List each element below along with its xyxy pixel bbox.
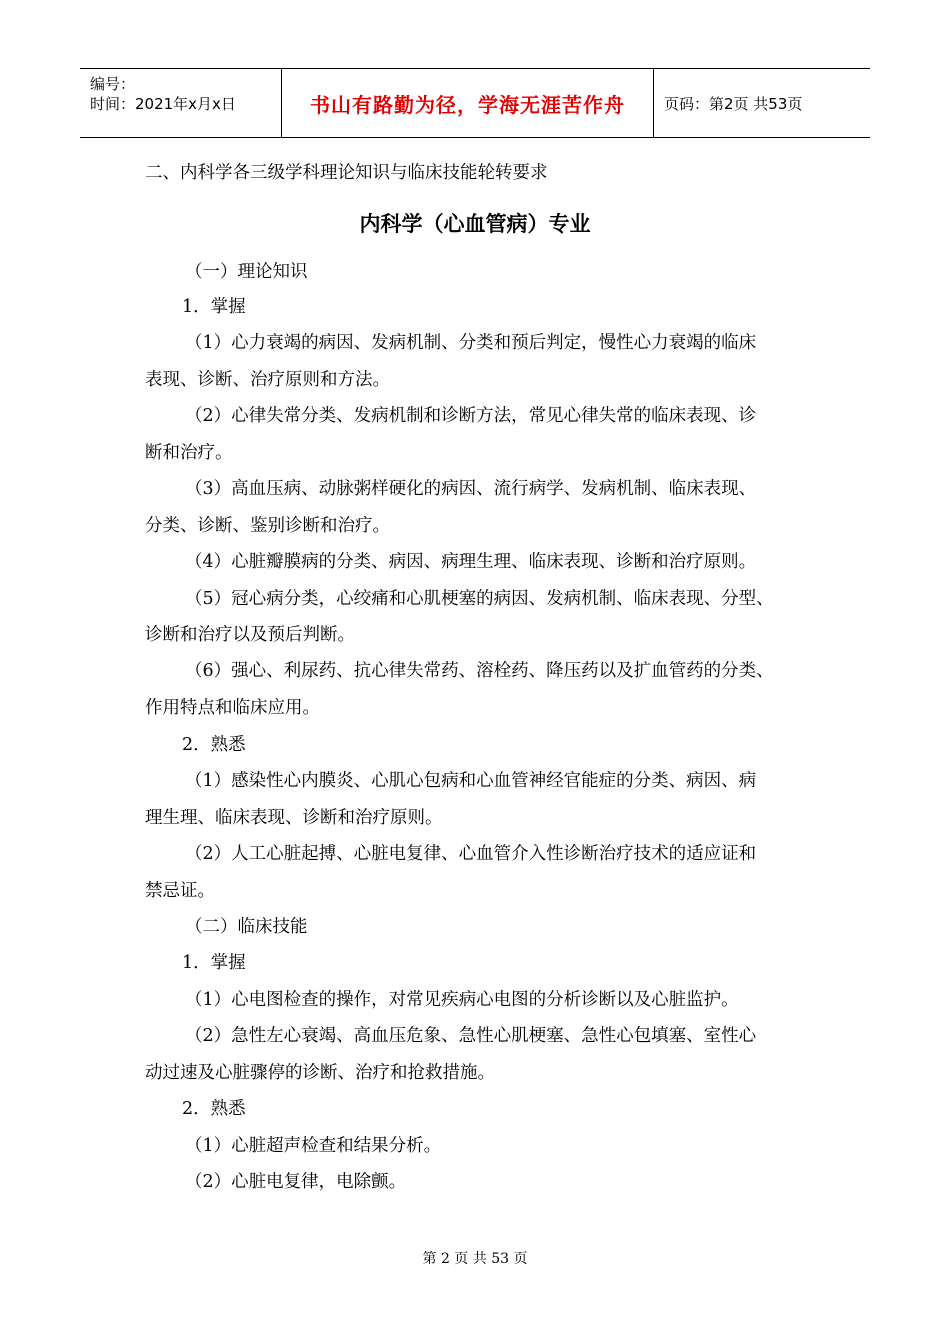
subsection-heading: （二）临床技能 xyxy=(185,917,308,937)
subsection-heading: （一）理论知识 xyxy=(185,262,308,282)
header-motto-cell xyxy=(282,69,654,137)
paragraph-line: （4）心脏瓣膜病的分类、病因、病理生理、临床表现、诊断和治疗原则。 xyxy=(185,552,757,572)
paragraph-line: （1）心电图检查的操作，对常见疾病心电图的分析诊断以及心脏监护。 xyxy=(185,990,739,1010)
paragraph-line: 动过速及心脏骤停的诊断、治疗和抢救措施。 xyxy=(145,1063,495,1083)
paragraph-line: （3）高血压病、动脉粥样硬化的病因、流行病学、发病机制、临床表现、 xyxy=(185,479,757,499)
paragraph-line: （2）心脏电复律，电除颤。 xyxy=(185,1172,407,1192)
paragraph-line: 表现、诊断、治疗原则和方法。 xyxy=(145,370,390,390)
time-label: 时间：2021年x月x日 xyxy=(90,95,236,113)
paragraph-line: 禁忌证。 xyxy=(145,881,215,901)
paragraph-line: （2）人工心脏起搏、心脏电复律、心血管介入性诊断治疗技术的适应证和 xyxy=(185,844,757,864)
paragraph-line: （6）强心、利尿药、抗心律失常药、溶栓药、降压药以及扩血管药的分类、 xyxy=(185,661,774,681)
list-heading: 1．掌握 xyxy=(182,297,246,317)
paragraph-line: 理生理、临床表现、诊断和治疗原则。 xyxy=(145,808,443,828)
list-heading: 1．掌握 xyxy=(182,953,246,973)
header-page-cell xyxy=(654,69,870,137)
page-footer: 第 2 页 共 53 页 xyxy=(422,1251,528,1267)
paragraph-line: 断和治疗。 xyxy=(145,443,233,463)
list-heading: 2．熟悉 xyxy=(182,1099,246,1119)
section-heading: 二、内科学各三级学科理论知识与临床技能轮转要求 xyxy=(145,163,548,183)
number-label: 编号： xyxy=(90,75,136,93)
header-left-cell xyxy=(80,69,282,137)
paragraph-line: （1）心力衰竭的病因、发病机制、分类和预后判定，慢性心力衰竭的临床 xyxy=(185,333,757,353)
paragraph-line: （5）冠心病分类，心绞痛和心肌梗塞的病因、发病机制、临床表现、分型、 xyxy=(185,589,774,609)
paragraph-line: 分类、诊断、鉴别诊断和治疗。 xyxy=(145,516,390,536)
page-info: 页码：第2页 共53页 xyxy=(664,94,803,113)
paragraph-line: （2）急性左心衰竭、高血压危象、急性心肌梗塞、急性心包填塞、室性心 xyxy=(185,1026,757,1046)
paragraph-line: （2）心律失常分类、发病机制和诊断方法，常见心律失常的临床表现、诊 xyxy=(185,406,757,426)
list-heading: 2．熟悉 xyxy=(182,735,246,755)
header-table xyxy=(80,68,870,138)
paragraph-line: （1）感染性心内膜炎、心肌心包病和心血管神经官能症的分类、病因、病 xyxy=(185,771,757,791)
motto: 书山有路勤为径，学海无涯苦作舟 xyxy=(310,92,625,117)
paragraph-line: 作用特点和临床应用。 xyxy=(145,698,320,718)
paragraph-line: 诊断和治疗以及预后判断。 xyxy=(145,625,355,645)
page-title: 内科学（心血管病）专业 xyxy=(359,211,591,236)
paragraph-line: （1）心脏超声检查和结果分析。 xyxy=(185,1136,442,1156)
